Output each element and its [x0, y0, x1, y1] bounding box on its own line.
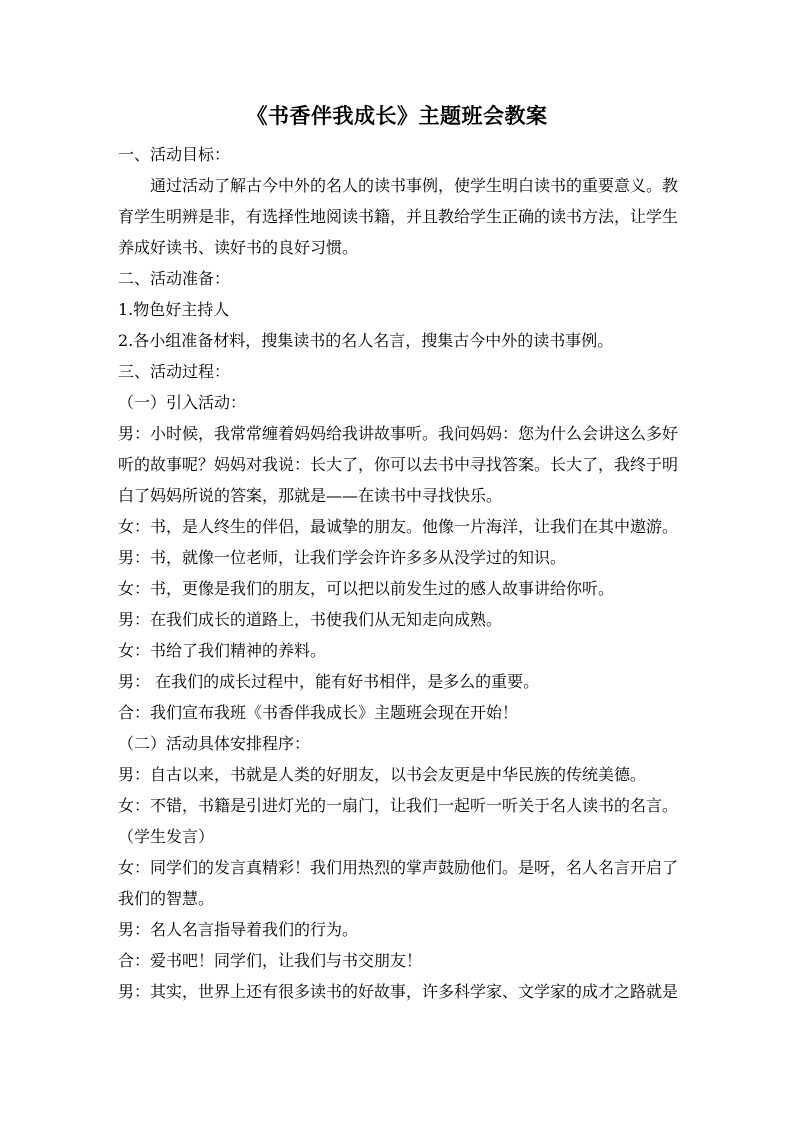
section-heading-goals: 一、活动目标：	[118, 145, 231, 164]
dialogue-line: 男：名人名言指导着我们的行为。	[118, 920, 359, 939]
goals-paragraph: 通过活动了解古今中外的名人的读书事例，使学生明白读书的重要意义。教育学生明辨是非，有选择性地阅读书籍，并且教给学生正确的读书方法，让学生养成好读书、读好书的良好习惯。	[118, 176, 679, 257]
dialogue-line: 女：书，是人终生的伴侣，最诚挚的朋友。他像一片海洋，让我们在其中遨游。	[118, 517, 679, 536]
dialogue-line: 男： 在我们的成长过程中，能有好书相伴，是多么的重要。	[118, 672, 540, 691]
dialogue-line: 女：同学们的发言真精彩！我们用热烈的掌声鼓励他们。是呀，名人名言开启了我们的智慧。	[118, 858, 679, 908]
stage-direction: （学生发言）	[118, 827, 215, 846]
preparation-item: 1.物色好主持人	[118, 300, 230, 319]
document-body	[118, 139, 678, 1007]
dialogue-line: 男：在我们成长的道路上，书使我们从无知走向成熟。	[118, 610, 503, 629]
dialogue-line: 男：小时候，我常常缠着妈妈给我讲故事听。我问妈妈：您为什么会讲这么多好听的故事呢？妈妈对我说：长大了，你可以去书中寻找答案。长大了，我终于明白了妈妈所说的答案，那就是——在读书中寻找快乐。	[118, 424, 679, 505]
document-title: 《书香伴我成长》主题班会教案	[246, 103, 548, 128]
dialogue-line: 女：不错，书籍是引进灯光的一扇门，让我们一起听一听关于名人读书的名言。	[118, 796, 679, 815]
section-heading-process: 三、活动过程：	[118, 362, 231, 381]
dialogue-line: 男：自古以来，书就是人类的好朋友，以书会友更是中华民族的传统美德。	[118, 765, 647, 784]
section-heading-preparation: 二、活动准备：	[118, 269, 231, 288]
dialogue-line: 男：书，就像一位老师，让我们学会许许多多从没学过的知识。	[118, 548, 567, 567]
subsection-heading-schedule: （二）活动具体安排程序：	[118, 734, 311, 753]
dialogue-line: 男：其实，世界上还有很多读书的好故事，许多科学家、文学家的成才之路就是	[118, 982, 679, 1001]
dialogue-line: 合：我们宣布我班《书香伴我成长》主题班会现在开始！	[118, 703, 519, 722]
dialogue-line: 女：书给了我们精神的养料。	[118, 641, 327, 660]
dialogue-line: 女：书，更像是我们的朋友，可以把以前发生过的感人故事讲给你听。	[118, 579, 615, 598]
subsection-heading-intro: （一）引入活动：	[118, 393, 247, 412]
dialogue-line: 合：爱书吧！同学们，让我们与书交朋友！	[118, 951, 423, 970]
preparation-item: 2.各小组准备材料，搜集读书的名人名言，搜集古今中外的读书事例。	[118, 331, 614, 350]
